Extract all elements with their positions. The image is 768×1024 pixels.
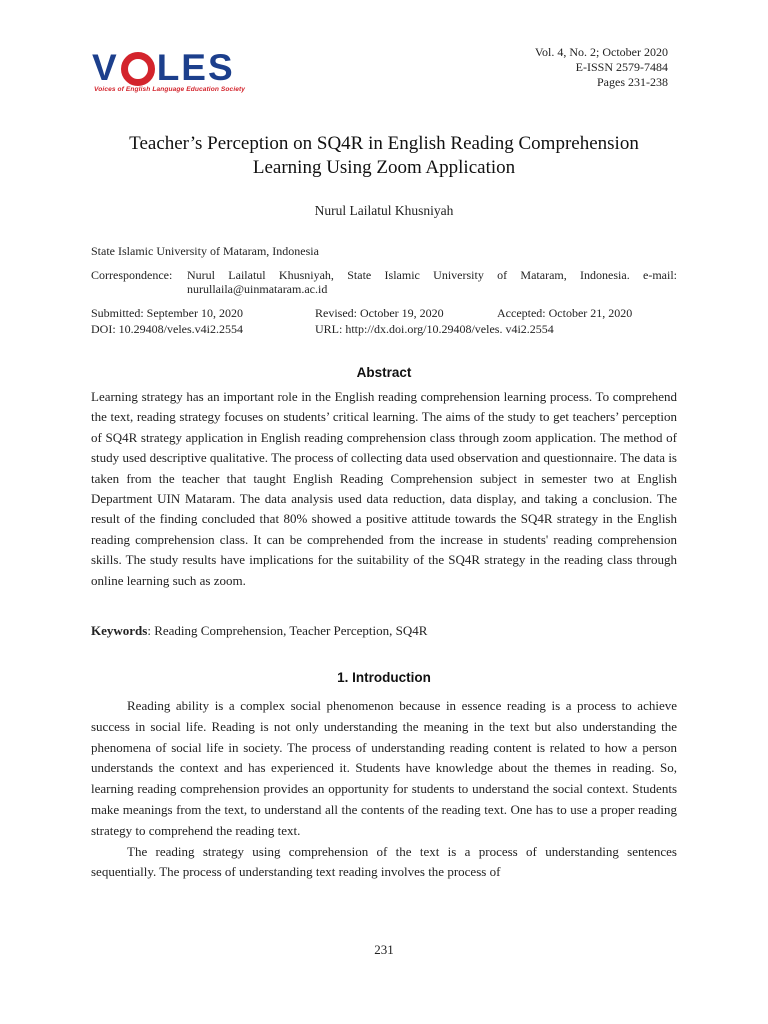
article-dates [91, 305, 677, 337]
logo-ring-icon [121, 52, 155, 86]
introduction-body [91, 696, 677, 883]
article-url[interactable]: URL: http://dx.doi.org/10.29408/veles. v4i2.2554 [315, 322, 554, 336]
intro-paragraph-1: Reading ability is a complex social phenomenon because in essence reading is a process to achieve success in social life. Reading is not only understanding the meaning in the text but also understanding the phenomena of social life in society. The process of understanding reading content is related to how a person understands the context and has experienced it. Students have knowledge about the themes in reading. So, learning reading comprehension provides an opportunity for students to understand the social context. Students make meanings from the text, to understand all the contents of the reading text. One has to use a proper reading strategy to comprehend the reading text. [91, 698, 677, 838]
keywords-list: : Reading Comprehension, Teacher Perception, SQ4R [147, 623, 428, 638]
paper-title: Teacher’s Perception on SQ4R in English Reading Comprehension Learning Using Zoom Application [129, 133, 639, 178]
logo-tagline: Voices of English Language Education Society [94, 86, 246, 93]
introduction-heading: 1. Introduction [337, 670, 431, 685]
author-name: Nurul Lailatul Khusniyah [314, 203, 454, 218]
issn-info: E-ISSN 2579-7484 [575, 60, 668, 74]
revised-date: Revised: October 19, 2020 [315, 306, 444, 320]
abstract-text: Learning strategy has an important role in the English reading comprehension learning process. To comprehend the text, reading strategy focuses on students’ critical learning. The aims of the study to get teachers’ perception of SQ4R strategy application in English reading comprehension class through zoom application. The method of study used descriptive qualitative. The process of collecting data used observation and questionnaire. The data is taken from the teacher that taught English Reading Comprehension subject in semester two at English Department UIN Mataram. The data analysis used data reduction, data display, and taking a conclusion. The result of the finding concluded that 80% showed a positive attitude towards the SQ4R strategy in the English reading comprehension class. It can be comprehended from the increase in students' reading comprehension skills. The study results have implications for the suitability of the SQ4R strategy in the reading class through online learning such as zoom. [91, 389, 677, 588]
doi: DOI: 10.29408/veles.v4i2.2554 [91, 322, 243, 336]
keywords [91, 622, 677, 640]
abstract-heading: Abstract [356, 365, 412, 380]
accepted-date: Accepted: October 21, 2020 [497, 306, 633, 320]
keywords-label: Keywords [91, 623, 148, 638]
volume-info: Vol. 4, No. 2; October 2020 [534, 45, 668, 59]
logo-wordmark: V LES [92, 47, 235, 88]
correspondence-label: Correspondence: [91, 268, 173, 282]
correspondence [91, 268, 677, 296]
journal-logo [92, 48, 324, 98]
page-number: 231 [374, 942, 394, 957]
journal-meta [535, 45, 668, 90]
page-range: Pages 231-238 [597, 75, 668, 89]
affiliation: State Islamic University of Mataram, Indonesia [91, 244, 319, 258]
correspondence-value: Nurul Lailatul Khusniyah, State Islamic University of Mataram, Indonesia. e-mail: nurullaila@uinmataram.ac.id [187, 268, 677, 296]
submitted-date: Submitted: September 10, 2020 [91, 306, 243, 320]
intro-paragraph-2: The reading strategy using comprehension of the text is a process of understanding sentences sequentially. The process of understanding text reading involves the process of [91, 843, 677, 880]
